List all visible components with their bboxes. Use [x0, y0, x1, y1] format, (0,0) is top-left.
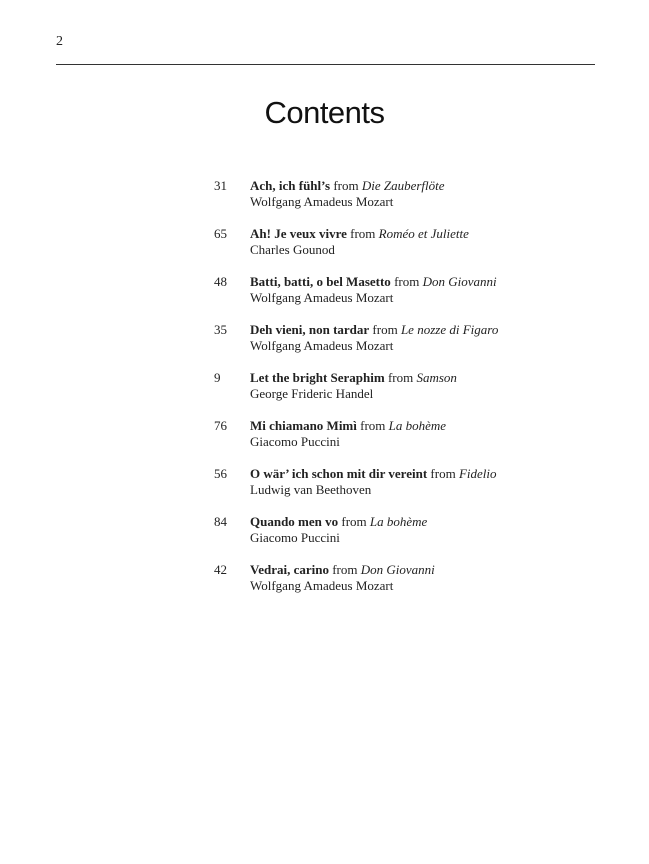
toc-entry [0, 466, 649, 514]
composer-name: Charles Gounod [250, 242, 335, 257]
from-word: from [341, 514, 367, 529]
entry-page-number: 56 [214, 466, 227, 481]
entry-page-number: 76 [214, 418, 227, 433]
contents-list [0, 178, 649, 610]
from-word: from [394, 274, 420, 289]
composer-name: George Frideric Handel [250, 386, 374, 401]
entry-title-line [250, 322, 498, 338]
song-title: Let the bright Seraphim [250, 370, 385, 385]
opera-title: Don Giovanni [360, 562, 435, 577]
from-word: from [372, 322, 398, 337]
entry-text [250, 514, 427, 546]
song-title: Deh vieni, non tardar [250, 322, 370, 337]
opera-title: Le nozze di Figaro [400, 322, 499, 337]
opera-title: La bohème [369, 514, 428, 529]
from-word: from [387, 370, 414, 385]
composer-name: Wolfgang Amadeus Mozart [250, 194, 394, 209]
page-title: Contents [264, 95, 385, 130]
toc-entry [0, 226, 649, 274]
entry-page-number: 48 [214, 274, 227, 289]
opera-title: Roméo et Juliette [378, 226, 469, 241]
toc-entry [0, 370, 649, 418]
song-title: O wär’ ich schon mit dir vereint [250, 466, 428, 481]
composer-name: Ludwig van Beethoven [250, 482, 372, 497]
composer-name: Giacomo Puccini [250, 434, 340, 449]
from-word: from [350, 226, 376, 241]
song-title: Batti, batti, o bel Masetto [250, 274, 391, 289]
toc-entry [0, 514, 649, 562]
entry-page-number: 42 [214, 562, 227, 577]
entry-text [250, 370, 457, 402]
entry-text [250, 178, 445, 210]
entry-text [250, 562, 435, 594]
entry-title-line [250, 370, 457, 386]
entry-page-number: 84 [214, 514, 227, 529]
toc-entry [0, 418, 649, 466]
entry-title-line [250, 418, 446, 434]
entry-page-number: 31 [214, 178, 227, 193]
entry-page-number: 65 [214, 226, 227, 241]
song-title: Quando men vo [250, 514, 339, 529]
song-title: Ach, ich fühl’s [250, 178, 331, 193]
entry-text [250, 466, 497, 498]
song-title: Ah! Je veux vivre [250, 226, 347, 241]
page-number: 2 [56, 34, 63, 49]
from-word: from [360, 418, 386, 433]
entry-text [250, 226, 469, 258]
composer-name: Giacomo Puccini [250, 530, 340, 545]
entry-title-line [250, 514, 427, 530]
opera-title: Fidelio [458, 466, 497, 481]
entry-page-number: 9 [214, 370, 221, 385]
entry-title-line [250, 226, 469, 242]
opera-title: Samson [416, 370, 457, 385]
entry-title-line [250, 466, 497, 482]
composer-name: Wolfgang Amadeus Mozart [250, 290, 394, 305]
composer-name: Wolfgang Amadeus Mozart [250, 338, 394, 353]
entry-title-line [250, 562, 435, 578]
toc-entry [0, 274, 649, 322]
toc-entry [0, 562, 649, 610]
entry-title-line [250, 274, 497, 290]
from-word: from [332, 562, 358, 577]
from-word: from [333, 178, 359, 193]
toc-entry [0, 178, 649, 226]
entry-text [250, 274, 497, 306]
composer-name: Wolfgang Amadeus Mozart [250, 578, 394, 593]
entry-page-number: 35 [214, 322, 227, 337]
song-title: Vedrai, carino [250, 562, 329, 577]
opera-title: La bohème [388, 418, 447, 433]
from-word: from [430, 466, 456, 481]
toc-entry [0, 322, 649, 370]
entry-title-line [250, 178, 445, 194]
header-rule [56, 64, 595, 65]
entry-text [250, 418, 446, 450]
opera-title: Die Zauberflöte [361, 178, 445, 193]
opera-title: Don Giovanni [422, 274, 497, 289]
entry-text [250, 322, 498, 354]
song-title: Mi chiamano Mimì [250, 418, 357, 433]
